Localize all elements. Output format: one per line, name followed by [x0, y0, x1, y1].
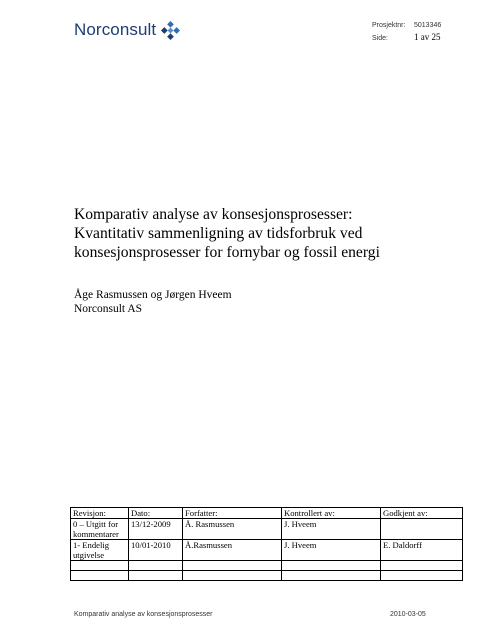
header-cell: Dato:: [129, 508, 183, 519]
author-names: Åge Rasmussen og Jørgen Hveem: [74, 289, 232, 301]
table-cell: 1- Endelig utgivelse: [71, 540, 129, 561]
table-cell: Å. Rasmussen: [183, 519, 282, 540]
title-line: Kvantitativ sammenligning av tidsforbruk ved: [74, 225, 363, 242]
table-cell: [71, 571, 129, 581]
author-company: Norconsult AS: [74, 303, 143, 315]
table-row: [71, 561, 463, 571]
header-cell: Kontrollert av:: [282, 508, 381, 519]
table-row: [71, 540, 463, 561]
table-cell: J. Hveem: [282, 540, 381, 561]
table-cell: E. Daldorff: [381, 540, 463, 561]
project-label: Prosjektnr:: [372, 22, 406, 29]
project-number: 5013346: [414, 22, 442, 29]
table-cell: [129, 561, 183, 571]
logo-text: Norconsult: [74, 20, 157, 39]
table-cell: [282, 561, 381, 571]
table-row: [71, 519, 463, 540]
table-cell: [381, 571, 463, 581]
diamond-logo-icon: [161, 21, 180, 40]
table-cell: Å.Rasmussen: [183, 540, 282, 561]
table-cell: 13/12-2009: [129, 519, 183, 540]
table-row: [71, 571, 463, 581]
table-cell: [183, 571, 282, 581]
table-header-row: [71, 508, 463, 519]
table-cell: 10/01-2010: [129, 540, 183, 561]
project-number-row: [372, 22, 441, 32]
table-cell: [381, 519, 463, 540]
company-logo: [74, 20, 180, 40]
page-row: [372, 32, 441, 42]
table-cell: J. Hveem: [282, 519, 381, 540]
title-line: konsesjonsprosesser for fornybar og fossil energi: [74, 244, 380, 261]
table-cell: 0 – Utgitt for kommentarer: [71, 519, 129, 540]
footer-date: 2010-03-05: [390, 611, 426, 618]
header-cell: Godkjent av:: [381, 508, 463, 519]
table-cell: [183, 561, 282, 571]
authors-block: [74, 288, 232, 316]
page-value: 1 av 25: [414, 32, 441, 42]
revision-table: [70, 507, 463, 581]
title-line: Komparativ analyse av konsesjonsprosesser:: [74, 206, 353, 223]
table-cell: [129, 571, 183, 581]
header-cell: Revisjon:: [71, 508, 129, 519]
document-title: [74, 205, 454, 262]
table-cell: [381, 561, 463, 571]
table-cell: [71, 561, 129, 571]
table-cell: [282, 571, 381, 581]
footer-title: Komparativ analyse av konsesjonsprosesser: [74, 611, 213, 618]
header-cell: Forfatter:: [183, 508, 282, 519]
page-label: Side:: [372, 35, 388, 42]
project-meta: [372, 22, 441, 42]
